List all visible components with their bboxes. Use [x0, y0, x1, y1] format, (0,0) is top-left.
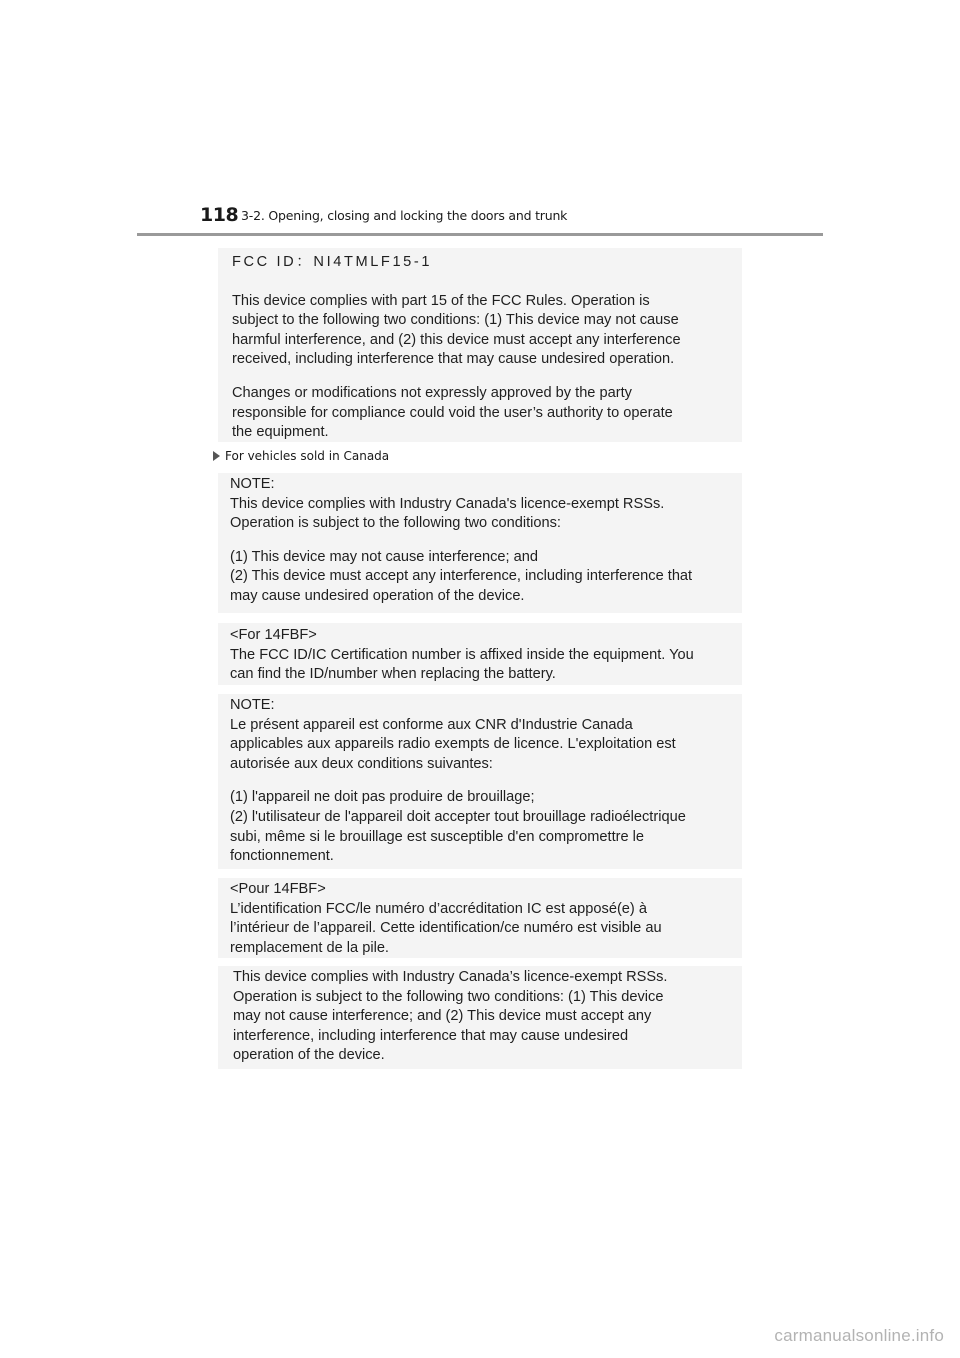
certification-english-panel — [218, 623, 742, 685]
cert-text: The FCC ID/IC Certification number is affixed inside the equipment. You can find the ID/number when replacing the battery. — [230, 646, 694, 683]
note-intro-text: This device complies with Industry Canada's licence-exempt RSSs. Operation is subject to the following two conditions: — [230, 495, 665, 532]
note-heading-fr: NOTE: — [230, 697, 275, 713]
cert-heading-fr: <Pour 14FBF> — [230, 881, 326, 897]
canada-section-heading — [213, 449, 389, 463]
header-divider — [137, 233, 823, 236]
page-number: 118 — [200, 204, 239, 226]
fcc-id-line: FCC ID：NI4TMLF15-1 — [232, 254, 433, 270]
canada-heading-text: For vehicles sold in Canada — [225, 449, 390, 463]
section-title: 3-2. Opening, closing and locking the doors and trunk — [241, 208, 568, 223]
cert-text-fr: L’identification FCC/le numéro d’accréditation IC est apposé(e) à l’intérieur de l’appareil. Cette identification/ce numéro est visible au remplacement de la pile. — [230, 900, 662, 956]
ic-statement-text: This device complies with Industry Canada’s licence-exempt RSSs. Operation is subject to the following two conditions: (1) This device may not cause interference; and (2) This device must accept any interference, including interference that may cause undesired operation of the device. — [233, 969, 668, 1064]
note-conditions-text: (1) This device may not cause interference; and (2) This device must accept any interference, including interference that may cause undesired operation of the device. — [230, 548, 693, 604]
bullet-triangle-icon — [213, 451, 220, 461]
fcc-notice-panel — [218, 248, 742, 442]
note-intro-text-fr: Le présent appareil est conforme aux CNR d'Industrie Canada applicables aux appareils radio exempts de licence. L'exploitation est autorisée aux deux conditions suivantes: — [230, 716, 676, 772]
canada-note-english-panel — [218, 473, 742, 613]
fcc-modification-text: Changes or modifications not expressly approved by the party responsible for compliance could void the user’s authority to operate the equipment. — [232, 384, 673, 441]
watermark: carmanualsonline.info — [774, 1326, 944, 1345]
cert-heading: <For 14FBF> — [230, 627, 317, 643]
ic-statement-panel — [218, 966, 742, 1069]
canada-note-french-panel — [218, 694, 742, 869]
note-conditions-text-fr: (1) l'appareil ne doit pas produire de brouillage; (2) l'utilisateur de l'appareil doit accepter tout brouillage radioélectrique subi, même si le brouillage est susceptible d'en compromettre le fonctionnement. — [230, 789, 686, 865]
certification-french-panel — [218, 878, 742, 958]
note-heading: NOTE: — [230, 476, 275, 492]
fcc-compliance-text: This device complies with part 15 of the FCC Rules. Operation is subject to the following two conditions: (1) This device may not cause harmful interference, and (2) this device must accept any interference received, including interference that may cause undesired operation. — [232, 292, 681, 368]
